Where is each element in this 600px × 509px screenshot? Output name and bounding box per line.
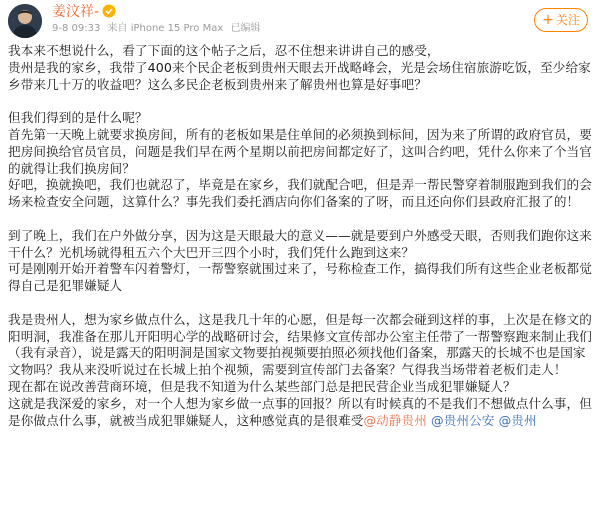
plus-icon: + xyxy=(542,12,554,28)
follow-button[interactable]: + 关注 xyxy=(534,8,588,32)
paragraph: 我本来不想说什么，看了下面的这个帖子之后，忍不住想来讲讲自己的感受， xyxy=(8,43,440,58)
post-header xyxy=(0,0,600,40)
verified-badge-icon xyxy=(102,4,116,18)
mention-link[interactable]: @动静贵州 xyxy=(363,412,427,428)
edited-label[interactable]: 已编辑 xyxy=(230,23,261,34)
post-meta xyxy=(52,22,264,36)
paragraph: 可是刚刚开始开着警车闪着警灯，一帮警察就围过来了，号称检查工作，搞得我们所有这些企业老板都觉得自己是犯罪嫌疑人 xyxy=(8,261,592,294)
author-name[interactable]: 姜汶祥- xyxy=(52,3,116,21)
paragraph: 我是贵州人，想为家乡做点什么，这是我几十年的心愿，但是每一次都会碰到这样的事，上次是在修文的阳明洞，我准备在那儿开阳明心学的战略研讨会，结果修文宣传部办公室主任带了一帮警察跑来制止我们（我有录音），说是露天的阳明洞是国家文物要拍视频要拍照必须找他们备案，那露天的长城不也是国家文物吗？我从来没听说过在长城上拍个视频，需要到宣传部门去备案？气得我当场带着老板们走人！ xyxy=(8,311,592,378)
paragraph: 但我们得到的是什么呢？ xyxy=(8,110,148,126)
paragraph: 贵州是我的家乡，我带了400来个民企老板到贵州天眼去开战略峰会，光是会场住宿旅游吃饭，至少给家乡带来几十万的收益吧？这么多民企老板到贵州来了解贵州也算是好事吧？ xyxy=(8,59,591,92)
post-time: 9-8 09:33 xyxy=(52,23,101,34)
paragraph: 现在都在说改善营商环境，但是我不知道为什么某些部门总是把民营企业当成犯罪嫌疑人？ xyxy=(8,378,516,394)
post-body xyxy=(8,43,592,429)
paragraph-last: 这就是我深爱的家乡，对一个人想为家乡做一点事的回报？所以有时候真的不是我们不想做点什么事，但是你做点什么事，就被当成犯罪嫌疑人，这种感觉真的是很难受@动静贵州 @贵州公安 @贵州 xyxy=(8,395,592,428)
mention-link[interactable]: @贵州公安 xyxy=(431,412,495,428)
paragraph: 首先第一天晚上就要求换房间，所有的老板如果是住单间的必须换到标间，因为来了所谓的政府官员，要把房间换给官员官员，问题是我们早在两个星期以前把房间都定好了，这叫合约吧，凭什么你来了个当官的就得让我们换房间？ xyxy=(8,126,592,176)
avatar[interactable] xyxy=(8,4,42,38)
post-source: 来自 iPhone 15 Pro Max xyxy=(107,23,224,34)
mention-link[interactable]: @贵州 xyxy=(498,412,537,428)
paragraph: 好吧，换就换吧，我们也就忍了，毕竟是在家乡，我们就配合吧，但是弄一帮民警穿着制服跑到我们的会场来检查安全问题，这算什么？事先我们委托酒店向你们备案的了呀，而且还向你们县政府汇报了的！ xyxy=(8,177,592,210)
paragraph: 到了晚上，我们在户外做分享，因为这是天眼最大的意义——就是要到户外感受天眼，否则我们跑你这来干什么？光机场就得租五六个大巴开三四个小时，我们凭什么跑到这来？ xyxy=(8,227,592,260)
